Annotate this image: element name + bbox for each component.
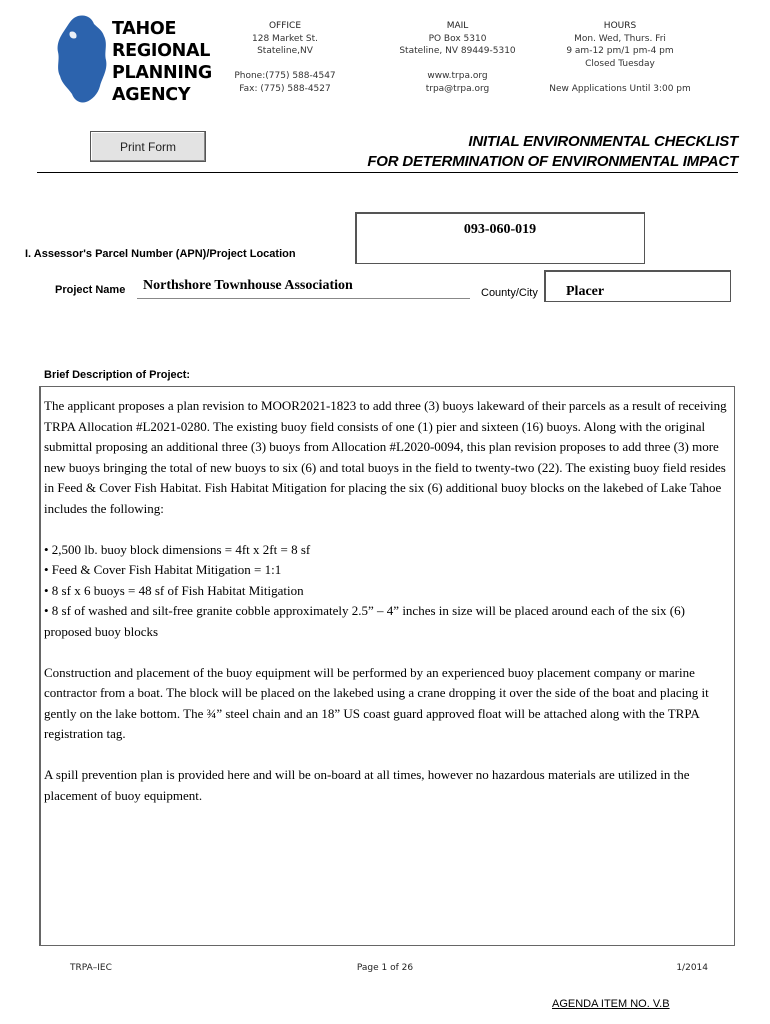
description-paragraph: Construction and placement of the buoy equipment will be performed by an experienced buoy placement company or marine contractor from a boat. The block will be placed on the lakebed using a crane dropping it over the side of the boat and placing it gently on the lake bottom. The ¾” steel chain and an 18” US coast guard approved float will be attached along with the TRPA registration tag. — [44, 664, 709, 741]
brief-description-label: Brief Description of Project: — [44, 369, 191, 381]
office-address-line1: 128 Market St. — [252, 33, 318, 44]
print-form-button[interactable]: Print Form — [90, 131, 206, 162]
title-divider — [37, 172, 738, 173]
mail-info — [395, 20, 520, 95]
description-bullet: • 2,500 lb. buoy block dimensions = 4ft x 2ft = 8 sf — [44, 541, 311, 557]
logo-line: AGENCY — [112, 85, 191, 105]
description-bullet: • Feed & Cover Fish Habitat Mitigation = 1:1 — [44, 562, 282, 577]
office-phone: Phone:(775) 588-4547 — [234, 71, 336, 81]
project-name-field[interactable]: Northshore Townhouse Association — [143, 278, 353, 293]
hours-info — [545, 20, 695, 95]
logo-line: TAHOE — [112, 19, 177, 39]
county-city-label: County/City — [481, 287, 538, 299]
lake-tahoe-map-icon — [56, 14, 108, 104]
office-address-line2: Stateline,NV — [257, 46, 313, 56]
website-link[interactable]: www.trpa.org — [427, 71, 488, 81]
county-city-value: Placer — [566, 284, 605, 299]
logo-line: PLANNING — [112, 63, 212, 83]
description-bullet: • 8 sf of washed and silt-free granite cobble approximately 2.5” – 4” inches in size will be placed around each of the six (6) proposed buoy blocks — [44, 603, 685, 639]
office-heading: OFFICE — [268, 21, 302, 31]
apn-label: I. Assessor's Parcel Number (APN)/Project Location — [25, 248, 296, 260]
hours-line2: 9 am-12 pm/1 pm-4 pm — [566, 46, 674, 56]
document-title — [367, 132, 738, 172]
footer-date: 1/2014 — [676, 963, 708, 973]
office-fax: Fax: (775) 588-4527 — [239, 83, 331, 94]
mail-address-line1: PO Box 5310 — [428, 33, 487, 44]
mail-address-line2: Stateline, NV 89449-5310 — [399, 46, 516, 56]
project-name-label: Project Name — [55, 284, 126, 296]
footer-page-number: Page 1 of 26 — [356, 963, 414, 973]
title-line1: INITIAL ENVIRONMENTAL CHECKLIST — [468, 133, 738, 150]
footer-form-code: TRPA–IEC — [70, 963, 112, 973]
office-info — [225, 20, 345, 95]
hours-heading: HOURS — [603, 21, 637, 31]
agency-logo-text — [112, 18, 212, 106]
agenda-item-label: AGENDA ITEM NO. V.B — [552, 998, 670, 1010]
logo-line: REGIONAL — [112, 41, 211, 61]
description-bullet: • 8 sf x 6 buoys = 48 sf of Fish Habitat Mitigation — [44, 582, 304, 598]
description-paragraph: The applicant proposes a plan revision to MOOR2021-1823 to add three (3) buoys lakeward of their parcels as a result of receiving TRPA Allocation #L2021-0280. The existing buoy field consists of one (1) pier and sixteen (16) buoys. Along with the original submittal proposing an additional three (3) buoys from Allocation #L2020-0094, this plan revision proposes to add three (3) more new buoys bringing the total of new buoys to six (6) and total buoys in the field to twenty-two (22). The existing buoy field resides in Feed & Cover Fish Habitat. Fish Habitat Mitigation for placing the six (6) additional buoy blocks on the lakebed of Lake Tahoe includes the following: — [44, 398, 727, 516]
mail-heading: MAIL — [446, 21, 469, 31]
apn-value: 093-060-019 — [463, 222, 537, 237]
brief-description-text — [44, 396, 732, 806]
email-link[interactable]: trpa@trpa.org — [425, 83, 490, 94]
hours-line3: Closed Tuesday — [585, 58, 655, 69]
project-name-underline — [137, 298, 470, 299]
hours-note: New Applications Until 3:00 pm — [549, 83, 691, 94]
hours-line1: Mon. Wed, Thurs. Fri — [574, 33, 666, 44]
description-paragraph: A spill prevention plan is provided here and will be on-board at all times, however no hazardous materials are utilized in the placement of buoy equipment. — [44, 767, 690, 803]
apn-field[interactable] — [355, 212, 645, 264]
title-line2: FOR DETERMINATION OF ENVIRONMENTAL IMPACT — [367, 153, 738, 170]
